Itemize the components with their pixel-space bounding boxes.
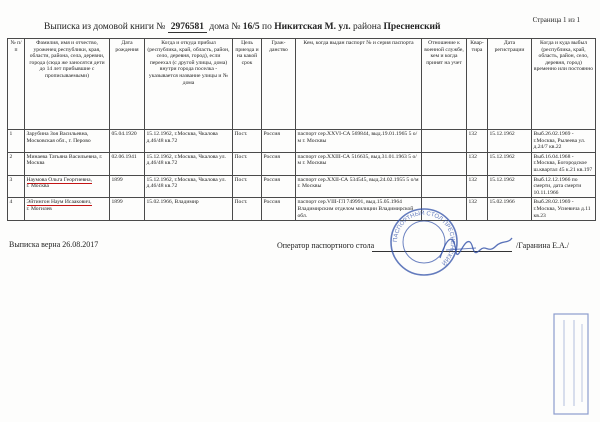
col-header: Фамилия, имя и отчество, уроженец республики, края, области, района, села, деревни, города (сюда же заносятся дети до 14 лет прибывшие с прописываемыми) <box>25 39 110 130</box>
highlighted-name: Эйтингон Наум Исаакович, <box>26 199 92 206</box>
col-header: Дата регистрации <box>488 39 532 130</box>
district-name: Пресненский <box>383 22 441 32</box>
page-number: Страница 1 из 1 <box>532 16 580 24</box>
table-row: 3 Наумова Ольга Георгиевна, г. Москва 1899 15.12.1962, г.Москва, Чкалова ул. д.46/48 кв.72 Пост. Россия паспорт сер.XXII-СА 534545, выд.24.02.1955 5 о/м г. Москвы 132 15.12.1962 Выб.12.12.1966 по смерти, дата смерти 10.11.1966 <box>8 175 596 198</box>
verification-date: Выписка верна 26.08.2017 <box>9 240 99 249</box>
highlighted-name: Наумова Ольга Георгиевна, <box>26 176 92 183</box>
col-header: Граж-данство <box>262 39 296 130</box>
table-row: 2 Минаева Татьяна Васильевна, г. Москва 02.06.1941 15.12.1962, г.Москва, Чкалова ул. д.46/48 кв.72 Пост. Россия паспорт сер.XXIII-СА 516635, выд.31.01.1963 5 о/м г. Москвы 132 15.12.1962 Выб.16.04.1968 - г.Москва, Богородское ш.квартал 45 к.21 кв.197 <box>8 152 596 175</box>
col-header: Дата рождения <box>110 39 145 130</box>
registry-table <box>7 38 596 221</box>
table-row: 1 Зарубина Зоя Васильевна, Московская обл., г. Перово 05.04.1920 15.12.1962, г.Москва, Чкалова д.46/48 кв.72 Пост. Россия паспорт сер.XXVI-СА 569844, выд.19.01.1965 5 о/м г. Москвы 132 15.12.1962 Выб.26.02.1969 - г.Москва, Рылеева ул. д.24/7 кв.22 <box>8 130 596 153</box>
rectangular-stamp-icon <box>548 310 596 420</box>
col-header: Когда и откуда прибыл (республика, край, область, район, село, деревня, город), если переехал (с другой улицы, дома) внутри города поселка - указывается название улицы и № дома <box>145 39 233 130</box>
svg-text:ПАСПОРТНЫЙ СТОЛ ПРЕСНЕНСКИЙ: ПАСПОРТНЫЙ СТОЛ ПРЕСНЕНСКИЙ <box>392 210 456 266</box>
table-header-row <box>8 39 596 130</box>
col-header: Когда и куда выбыл (республика, край, область, район, село, деревня, город) временно или постоянно <box>532 39 596 130</box>
extract-number: 2976581 <box>168 22 207 33</box>
handwritten-signature-icon <box>436 228 516 268</box>
table-row: 4 Эйтингон Наум Исаакович, г. Могилев 1899 15.02.1966, Владимир Пост. Россия паспорт сер.VIII-ГЛ 749991, выд.15.05.1964 Владимирским отделом милиции Владимирской обл. 132 15.02.1966 Выб.28.02.1969 - г.Москва, Усиевича д.11 кв.23 <box>8 198 596 221</box>
col-header: № п/п <box>8 39 25 130</box>
document-heading: Выписка из домовой книги № 2976581 дома № 16/5 по Никитская М. ул. района Пресненский <box>44 22 441 32</box>
col-header: Кем, когда выдан паспорт № и серия паспорта <box>296 39 422 130</box>
col-header: Цель приезда и на какой срок <box>233 39 262 130</box>
operator-label: Оператор паспортного стола <box>277 241 375 250</box>
col-header: Квар-тира <box>467 39 488 130</box>
house-number: 16/5 <box>242 22 260 32</box>
signer-name: /Гаранина Е.А./ <box>516 241 570 250</box>
street-name: Никитская М. ул. <box>274 22 351 32</box>
col-header: Отношение к военной службе, кем и когда принят на учет <box>422 39 467 130</box>
